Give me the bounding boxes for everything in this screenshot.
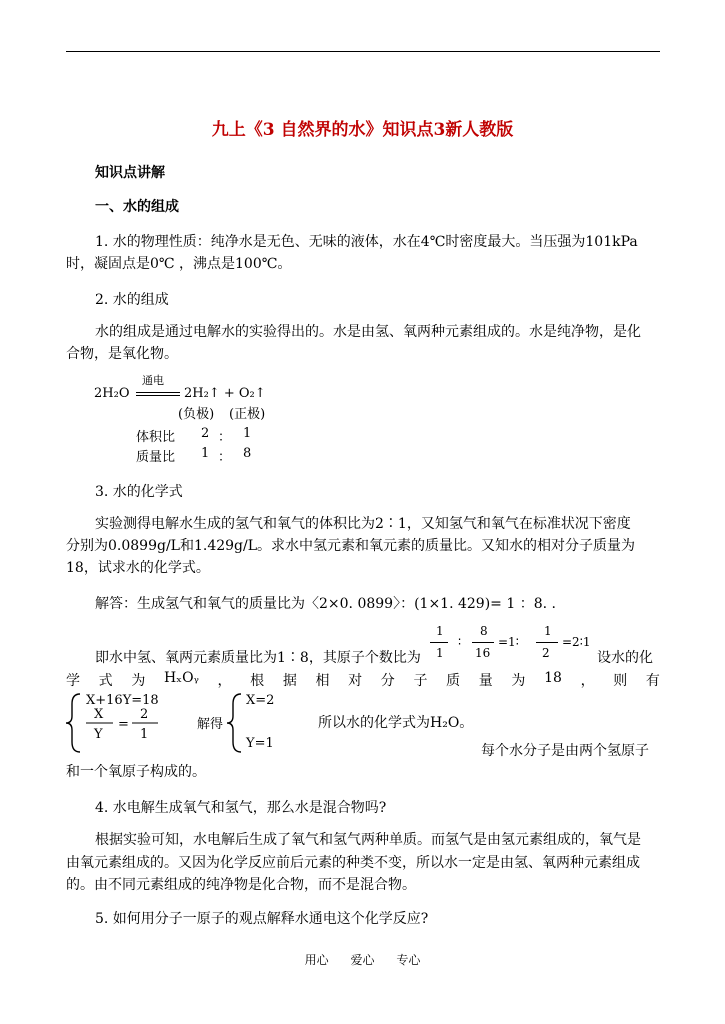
line3-word: 根 (250, 673, 265, 689)
p2-title: 2. 水的组成 (95, 292, 169, 308)
line3-word: 子 (413, 673, 428, 689)
solve-label: 解得 (197, 717, 224, 732)
line3-word: 式 (98, 673, 113, 689)
line3-word: 对 (348, 673, 363, 689)
line3-word: 量 (478, 673, 493, 689)
reaction-products: 2H₂↑ + O₂↑ (184, 386, 266, 401)
line3-word: 则 (613, 673, 628, 689)
conclusion: 所以水的化学式为H₂O。 (318, 715, 474, 731)
p4-line1: 根据实验可知，水电解后生成了氧气和氢气两种单质。而氢气是由氢元素组成的，氧气是 (95, 832, 641, 848)
frac1-den: 1 (436, 646, 444, 660)
p4-title: 4. 水电解生成氧气和氢气，那么水是混合物吗? (95, 800, 387, 816)
p2-line2: 合物，是氧化物。 (66, 346, 178, 362)
answer-tail1: 每个水分子是由两个氢原子 (481, 743, 649, 759)
reaction-reactant: 2H₂O (94, 386, 130, 401)
p2-line1: 水的组成是通过电解水的实验得出的。水是由氢、氧两种元素组成的。水是纯净物，是化 (95, 324, 641, 340)
volume-ratio-b: 1 (243, 426, 252, 441)
answer-line3 (66, 670, 660, 690)
line3-word: 为 (511, 673, 526, 689)
footer-item: 用心 (304, 953, 329, 967)
p3-title: 3. 水的化学式 (95, 484, 183, 500)
reaction-block (94, 374, 294, 464)
line3-word: 分 (380, 673, 395, 689)
line3-word: HₓOᵧ (163, 670, 199, 686)
footer-item: 爱心 (350, 953, 375, 967)
system-rhs-den: 1 (140, 727, 149, 742)
frac3-num: 1 (544, 624, 552, 638)
mass-ratio-colon: ： (218, 450, 232, 465)
mass-ratio-b: 8 (243, 446, 252, 461)
solution-y: Y=1 (246, 736, 274, 751)
p1-line2: 时，凝固点是0℃ ，沸点是100℃。 (66, 256, 292, 272)
system-eq1: X+16Y=18 (86, 693, 159, 708)
negative-electrode-label: (负极) (178, 407, 215, 422)
fraction-eq2: =2∶1 (562, 635, 591, 649)
volume-ratio-colon: ： (218, 430, 232, 445)
section-heading: 知识点讲解 (95, 165, 165, 181)
p3-line2: 分别为0.0899g/L和1.429g/L。求水中氢元素和氧元素的质量比。又知水的相对分子质量为 (66, 538, 636, 554)
line3-word: ， (217, 673, 232, 689)
header-rule (66, 51, 660, 52)
answer-tail2: 和一个氧原子构成的。 (66, 764, 206, 780)
footer-item: 专心 (396, 953, 421, 967)
frac2-num: 8 (480, 624, 488, 638)
frac1-num: 1 (436, 624, 444, 638)
line3-word: 为 (131, 673, 146, 689)
fraction-eq1: =1∶ (498, 635, 519, 649)
p5-title: 5. 如何用分子一原子的观点解释水通电这个化学反应? (95, 911, 429, 927)
sub-heading: 一、水的组成 (95, 199, 179, 215)
left-brace (66, 694, 80, 752)
p4-line2: 由氧元素组成的。又因为化学反应前后元素的种类不变，所以水一定是由氢、氧两种元素组成 (66, 855, 640, 871)
reaction-arrow (136, 392, 180, 393)
p4-line3: 的。由不同元素组成的纯净物是化合物，而不是混合物。 (66, 877, 416, 893)
line3-word: 据 (282, 673, 297, 689)
line3-word: 质 (446, 673, 461, 689)
solution-brace (227, 694, 241, 752)
line3-word: 相 (315, 673, 330, 689)
document-title: 九上《3 自然界的水》知识点3新人教版 (211, 120, 514, 140)
mass-ratio-label: 质量比 (136, 450, 176, 465)
p3-line3: 18，试求水的化学式。 (66, 560, 210, 576)
answer-line2-text: 即水中氢、氧两元素质量比为1∶8，其原子个数比为 (95, 650, 421, 666)
line3-word: 有 (645, 673, 660, 689)
page-footer (0, 951, 725, 968)
frac3-den: 2 (542, 646, 550, 660)
positive-electrode-label: (正极) (229, 407, 266, 422)
solution-x: X=2 (246, 693, 275, 708)
line3-word: 学 (66, 673, 80, 689)
system-frac-den: Y (94, 727, 103, 742)
p3-line1: 实验测得电解水生成的氢气和氧气的体积比为2∶1，又知氢气和氧气在标准状况下密度 (95, 516, 631, 532)
reaction-condition: 通电 (142, 374, 164, 387)
line3-word: ， (580, 673, 595, 689)
fraction-colon: ∶ (458, 635, 462, 649)
equation-systems (66, 690, 486, 756)
p1-line1: 1. 水的物理性质：纯净水是无色、无味的液体，水在4℃时密度最大。当压强为101kPa (95, 234, 638, 250)
answer-line1: 解答：生成氢气和氧气的质量比为〈2×0. 0899〉：(1×1. 429)= 1 ：8. . (95, 596, 556, 612)
frac2-den: 16 (475, 646, 491, 660)
line3-word: 18 (544, 670, 562, 686)
system-frac-num: X (94, 707, 104, 722)
volume-ratio-a: 2 (201, 426, 210, 441)
system-equals: = (118, 717, 129, 732)
system-rhs-num: 2 (140, 707, 149, 722)
volume-ratio-label: 体积比 (136, 430, 176, 445)
mass-ratio-a: 1 (201, 446, 210, 461)
answer-line2-tail: 设水的化 (597, 650, 653, 666)
